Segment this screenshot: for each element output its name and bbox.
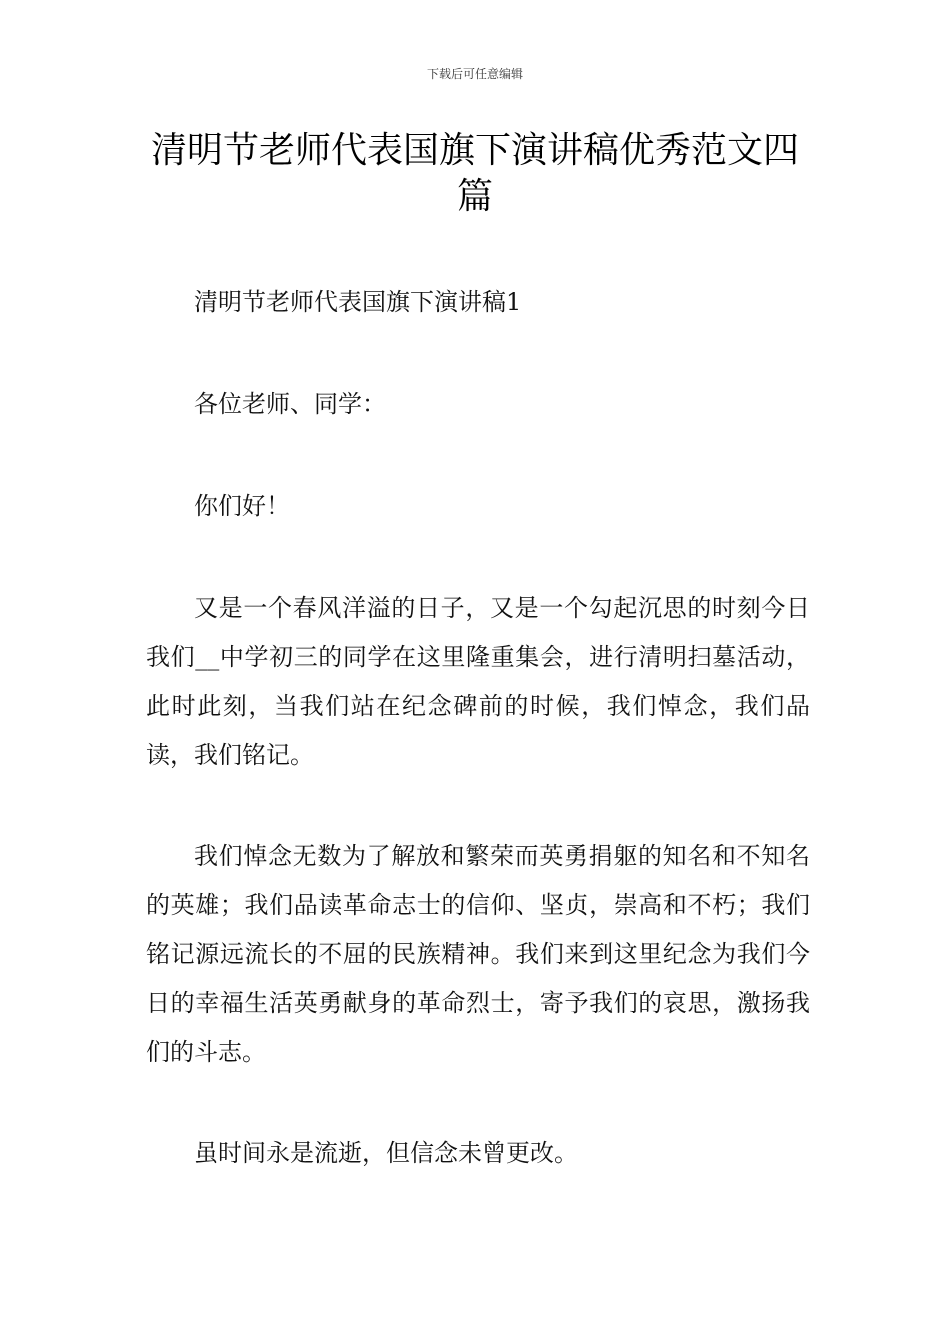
- body-paragraph: 虽时间永是流逝，但信念未曾更改。: [194, 1139, 578, 1167]
- salutation: 各位老师、同学：: [194, 390, 386, 418]
- body-paragraph: 我们悼念无数为了解放和繁荣而英勇捐躯的知名和不知名的英雄；我们品读革命志士的信仰、坚贞，崇高和不朽；我们铭记源远流长的不屈的民族精神。我们来到这里纪念为我们今日的幸福生活英勇献身的革命烈士，寄予我们的哀思，激扬我们的斗志。: [146, 842, 810, 1066]
- body-paragraph: 又是一个春风洋溢的日子，又是一个勾起沉思的时刻今日我们__中学初三的同学在这里隆重集会，进行清明扫墓活动，此时此刻，当我们站在纪念碑前的时候，我们悼念，我们品读，我们铭记。: [146, 594, 810, 769]
- section-heading: 清明节老师代表国旗下演讲稿1: [194, 288, 522, 316]
- greeting: 你们好！: [194, 492, 290, 520]
- header-note: 下载后可任意编辑: [426, 67, 523, 81]
- document-body: [146, 278, 810, 1231]
- document-title: 清明节老师代表国旗下演讲稿优秀范文四篇: [150, 130, 799, 217]
